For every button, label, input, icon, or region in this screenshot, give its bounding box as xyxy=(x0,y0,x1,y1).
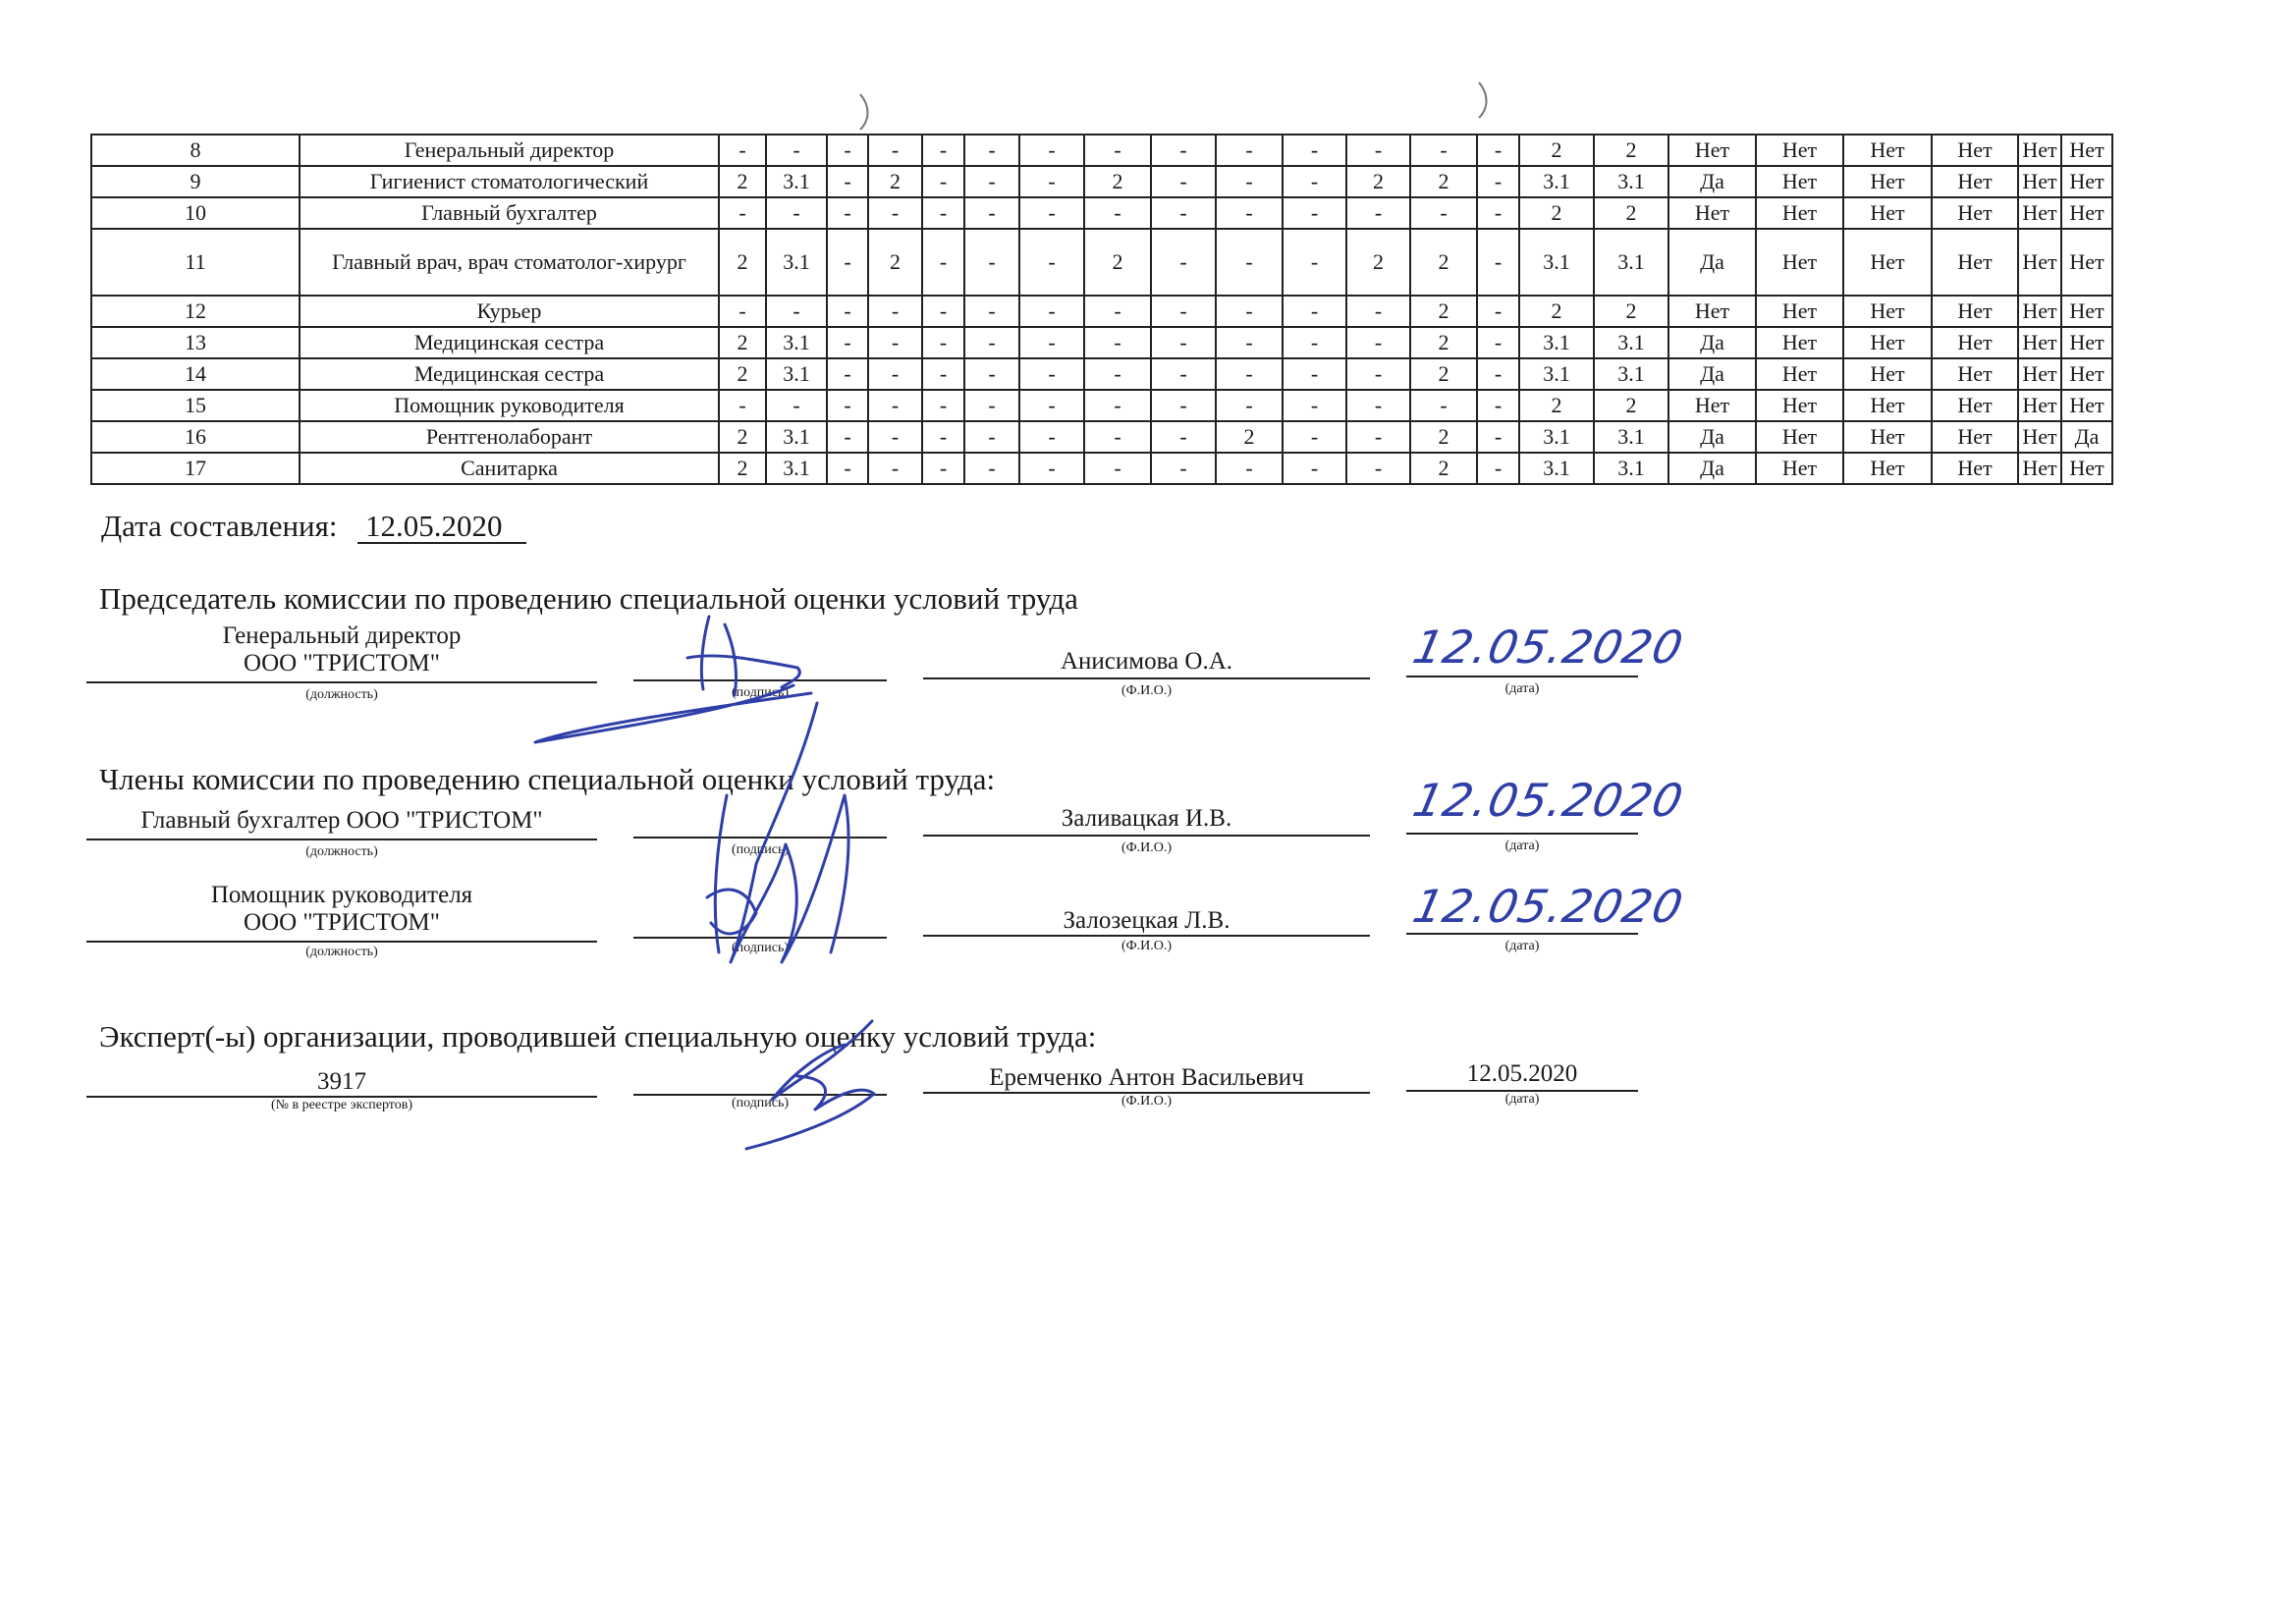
table-cell: Нет xyxy=(2061,135,2112,166)
table-cell: - xyxy=(1151,327,1216,358)
table-cell: Да xyxy=(1668,327,1756,358)
table-cell: 2 xyxy=(1410,358,1477,390)
member2-position-line1: Помощник руководителя xyxy=(210,882,473,908)
table-cell: - xyxy=(1283,166,1346,197)
table-cell: - xyxy=(1019,135,1084,166)
scan-bracket-left-icon xyxy=(854,90,878,134)
job-title: Главный врач, врач стоматолог-хирург xyxy=(300,229,719,296)
table-cell: 2 xyxy=(1594,390,1668,421)
table-cell: - xyxy=(1216,327,1283,358)
table-cell: - xyxy=(922,229,964,296)
table-cell: Нет xyxy=(2061,229,2112,296)
chair-position-line1: Генеральный директор xyxy=(222,622,462,649)
table-cell: 2 xyxy=(1410,229,1477,296)
member1-position-caption: (должность) xyxy=(305,844,378,859)
table-cell: - xyxy=(719,390,766,421)
table-cell: - xyxy=(1216,453,1283,484)
table-cell: Да xyxy=(1668,453,1756,484)
table-cell: Нет xyxy=(1932,166,2018,197)
table-cell: Нет xyxy=(1843,327,1932,358)
table-cell: 2 xyxy=(1594,296,1668,327)
row-number: 8 xyxy=(91,135,300,166)
table-cell: 3.1 xyxy=(1594,453,1668,484)
table-cell: - xyxy=(1283,197,1346,229)
table-cell: - xyxy=(719,296,766,327)
table-cell: 2 xyxy=(1346,166,1410,197)
table-cell: - xyxy=(1283,327,1346,358)
table-cell: - xyxy=(1346,453,1410,484)
member2-name: Залозецкая Л.В. xyxy=(1063,907,1230,934)
expert-heading: Эксперт(-ы) организации, проводившей специальную оценку условий труда: xyxy=(99,1019,1097,1054)
table-cell: - xyxy=(1216,229,1283,296)
table-cell: 2 xyxy=(1410,327,1477,358)
table-cell: Нет xyxy=(1756,390,1843,421)
table-cell: - xyxy=(1346,296,1410,327)
table-cell: - xyxy=(964,390,1019,421)
table-cell: - xyxy=(719,197,766,229)
members-heading: Члены комиссии по проведению специальной оценки условий труда: xyxy=(99,762,996,796)
table-cell: Да xyxy=(1668,166,1756,197)
table-cell: - xyxy=(1151,453,1216,484)
table-cell: - xyxy=(827,135,868,166)
table-cell: - xyxy=(868,358,922,390)
table-cell: Нет xyxy=(1932,197,2018,229)
table-cell: - xyxy=(1410,390,1477,421)
member1-name: Заливацкая И.В. xyxy=(1061,805,1232,832)
table-cell: - xyxy=(1477,229,1519,296)
table-cell: - xyxy=(1019,166,1084,197)
table-cell: - xyxy=(868,421,922,453)
table-cell: 2 xyxy=(868,166,922,197)
table-cell: - xyxy=(868,453,922,484)
compiled-label: Дата составления: xyxy=(101,509,338,543)
table-cell: 3.1 xyxy=(766,229,827,296)
table-cell: 3.1 xyxy=(1519,229,1594,296)
table-cell: - xyxy=(1283,229,1346,296)
table-cell: - xyxy=(1019,358,1084,390)
table-cell: - xyxy=(964,453,1019,484)
chair-handwritten-date: 12.05.2020 xyxy=(1408,621,1689,674)
table-cell: - xyxy=(1084,421,1151,453)
table-cell: 2 xyxy=(719,358,766,390)
table-cell: - xyxy=(827,166,868,197)
compiled-date: 12.05.2020 xyxy=(365,509,503,543)
table-cell: 3.1 xyxy=(766,421,827,453)
table-cell: Нет xyxy=(2018,135,2061,166)
table-cell: - xyxy=(1346,390,1410,421)
table-cell: Нет xyxy=(1843,358,1932,390)
table-cell: - xyxy=(1084,390,1151,421)
table-cell: - xyxy=(922,197,964,229)
table-cell: Нет xyxy=(2061,296,2112,327)
table-cell: 2 xyxy=(1594,197,1668,229)
table-cell: 2 xyxy=(1084,229,1151,296)
table-cell: Нет xyxy=(1932,453,2018,484)
table-cell: - xyxy=(964,166,1019,197)
table-cell: 3.1 xyxy=(1519,421,1594,453)
table-cell: 3.1 xyxy=(1519,453,1594,484)
table-cell: 2 xyxy=(1410,453,1477,484)
table-cell: Нет xyxy=(1756,296,1843,327)
expert-signature-icon xyxy=(746,1021,874,1149)
table-cell: Нет xyxy=(2061,327,2112,358)
table-cell: - xyxy=(1346,358,1410,390)
member1-signature-caption: (подпись) xyxy=(731,842,790,857)
row-number: 17 xyxy=(91,453,300,484)
table-cell: - xyxy=(1216,135,1283,166)
table-cell: Нет xyxy=(1843,229,1932,296)
table-cell: 3.1 xyxy=(1594,166,1668,197)
table-cell: - xyxy=(1477,453,1519,484)
table-cell: - xyxy=(964,197,1019,229)
table-cell: Нет xyxy=(1932,135,2018,166)
table-cell: - xyxy=(964,327,1019,358)
table-cell: - xyxy=(827,229,868,296)
table-cell: - xyxy=(868,390,922,421)
table-cell: Нет xyxy=(1932,229,2018,296)
table-cell: Нет xyxy=(1843,421,1932,453)
table-cell: - xyxy=(766,197,827,229)
table-cell: - xyxy=(1346,197,1410,229)
chair-position-caption: (должность) xyxy=(305,687,378,702)
table-cell: - xyxy=(868,296,922,327)
table-cell: - xyxy=(1151,229,1216,296)
member1-position: Главный бухгалтер ООО "ТРИСТОМ" xyxy=(140,807,543,834)
table-cell: - xyxy=(1477,197,1519,229)
table-cell: - xyxy=(1346,135,1410,166)
table-cell: Нет xyxy=(1668,390,1756,421)
table-cell: - xyxy=(1410,197,1477,229)
table-cell: 3.1 xyxy=(1519,358,1594,390)
table-cell: Нет xyxy=(2018,296,2061,327)
chair-heading: Председатель комиссии по проведению специальной оценки условий труда xyxy=(99,581,1078,616)
table-cell: - xyxy=(766,390,827,421)
table-cell: Нет xyxy=(2061,197,2112,229)
table-cell: - xyxy=(1019,327,1084,358)
table-cell: - xyxy=(964,135,1019,166)
scan-bracket-right-icon xyxy=(1473,79,1497,122)
row-number: 16 xyxy=(91,421,300,453)
job-title: Санитарка xyxy=(300,453,719,484)
table-cell: Нет xyxy=(1756,135,1843,166)
table-cell: - xyxy=(1283,135,1346,166)
table-cell: - xyxy=(1410,135,1477,166)
table-cell: Да xyxy=(2061,421,2112,453)
member2-handwritten-date: 12.05.2020 xyxy=(1408,880,1689,933)
table-cell: 2 xyxy=(1594,135,1668,166)
table-cell: - xyxy=(868,327,922,358)
table-cell: Нет xyxy=(1756,197,1843,229)
table-cell: - xyxy=(1151,296,1216,327)
member1-name-caption: (Ф.И.О.) xyxy=(1121,840,1173,855)
table-cell: 2 xyxy=(719,327,766,358)
table-cell: 3.1 xyxy=(766,453,827,484)
table-cell: - xyxy=(1283,453,1346,484)
table-cell: Нет xyxy=(1932,327,2018,358)
table-cell: Нет xyxy=(1756,229,1843,296)
table-cell: - xyxy=(1084,135,1151,166)
table-cell: - xyxy=(1216,296,1283,327)
table-cell: - xyxy=(1084,197,1151,229)
table-cell: - xyxy=(827,421,868,453)
table-cell: 3.1 xyxy=(766,327,827,358)
table-cell: Нет xyxy=(1843,390,1932,421)
table-cell: Да xyxy=(1668,421,1756,453)
table-cell: Нет xyxy=(2018,327,2061,358)
table-cell: - xyxy=(964,358,1019,390)
chair-signature-caption: (подпись) xyxy=(731,685,790,700)
member1-handwritten-date: 12.05.2020 xyxy=(1408,774,1689,827)
table-cell: 3.1 xyxy=(1594,229,1668,296)
table-cell: 2 xyxy=(719,421,766,453)
table-cell: 2 xyxy=(719,229,766,296)
table-cell: Нет xyxy=(1756,327,1843,358)
table-cell: 2 xyxy=(1519,296,1594,327)
table-cell: - xyxy=(868,197,922,229)
job-title: Рентгенолаборант xyxy=(300,421,719,453)
table-cell: Нет xyxy=(2018,358,2061,390)
table-cell: - xyxy=(1151,135,1216,166)
table-cell: 3.1 xyxy=(766,166,827,197)
row-number: 11 xyxy=(91,229,300,296)
table-cell: Нет xyxy=(2018,197,2061,229)
job-title: Медицинская сестра xyxy=(300,327,719,358)
table-cell: 2 xyxy=(1346,229,1410,296)
expert-name-caption: (Ф.И.О.) xyxy=(1121,1094,1173,1109)
chair-position-line2: ООО "ТРИСТОМ" xyxy=(244,650,440,676)
expert-signature-caption: (подпись) xyxy=(731,1096,790,1110)
job-title: Помощник руководителя xyxy=(300,390,719,421)
table-cell: Нет xyxy=(1932,296,2018,327)
table-cell: - xyxy=(1477,358,1519,390)
member1-date-caption: (дата) xyxy=(1504,839,1540,853)
table-cell: Нет xyxy=(1843,166,1932,197)
table-cell: - xyxy=(922,453,964,484)
table-cell: Нет xyxy=(1932,421,2018,453)
member2-position-line2: ООО "ТРИСТОМ" xyxy=(244,909,440,936)
table-cell: 2 xyxy=(1519,197,1594,229)
chair-name: Анисимова О.А. xyxy=(1060,648,1233,675)
table-cell: Нет xyxy=(2061,166,2112,197)
table-cell: Нет xyxy=(1668,296,1756,327)
table-cell: Да xyxy=(1668,229,1756,296)
table-cell: - xyxy=(922,421,964,453)
table-cell: - xyxy=(1477,135,1519,166)
table-cell: 3.1 xyxy=(1594,421,1668,453)
table-cell: - xyxy=(1151,197,1216,229)
table-cell: Нет xyxy=(1843,453,1932,484)
table-cell: - xyxy=(1084,327,1151,358)
table-cell: - xyxy=(1216,197,1283,229)
table-cell: - xyxy=(1283,421,1346,453)
members-signature-icon xyxy=(707,703,848,962)
table-cell: Нет xyxy=(2018,390,2061,421)
table-cell: Нет xyxy=(1756,166,1843,197)
member2-signature-caption: (подпись) xyxy=(731,941,790,955)
table-cell: - xyxy=(1019,229,1084,296)
table-cell: - xyxy=(766,296,827,327)
row-number: 9 xyxy=(91,166,300,197)
table-cell: - xyxy=(1216,166,1283,197)
table-cell: - xyxy=(1019,453,1084,484)
table-cell: - xyxy=(827,296,868,327)
table-cell: - xyxy=(827,453,868,484)
table-cell: - xyxy=(1151,390,1216,421)
table-cell: - xyxy=(1283,390,1346,421)
table-cell: - xyxy=(1151,358,1216,390)
table-cell: - xyxy=(1477,390,1519,421)
table-cell: Нет xyxy=(2061,358,2112,390)
expert-registry: 3917 xyxy=(317,1068,366,1095)
table-cell: Нет xyxy=(2018,421,2061,453)
table-cell: 2 xyxy=(1410,296,1477,327)
expert-name: Еремченко Антон Васильевич xyxy=(989,1064,1304,1091)
job-title: Курьер xyxy=(300,296,719,327)
table-cell: - xyxy=(964,296,1019,327)
table-cell: Нет xyxy=(2018,453,2061,484)
member2-date-caption: (дата) xyxy=(1504,939,1540,953)
table-cell: - xyxy=(964,229,1019,296)
table-cell: - xyxy=(1283,296,1346,327)
table-cell: Нет xyxy=(1756,453,1843,484)
job-title: Главный бухгалтер xyxy=(300,197,719,229)
table-cell: - xyxy=(1084,296,1151,327)
table-cell: - xyxy=(922,166,964,197)
table-cell: - xyxy=(922,135,964,166)
table-cell: 3.1 xyxy=(1594,358,1668,390)
table-cell: 3.1 xyxy=(1519,327,1594,358)
table-cell: Нет xyxy=(1843,296,1932,327)
table-cell: 3.1 xyxy=(1594,327,1668,358)
row-number: 12 xyxy=(91,296,300,327)
table-cell: Нет xyxy=(1668,135,1756,166)
table-cell: - xyxy=(922,358,964,390)
table-cell: - xyxy=(1477,166,1519,197)
row-number: 14 xyxy=(91,358,300,390)
chair-signature-icon xyxy=(535,617,811,742)
table-cell: Нет xyxy=(2061,453,2112,484)
job-title: Генеральный директор xyxy=(300,135,719,166)
table-cell: - xyxy=(1477,421,1519,453)
table-cell: - xyxy=(1151,166,1216,197)
table-cell: Нет xyxy=(1843,197,1932,229)
table-cell: - xyxy=(827,390,868,421)
table-cell: Да xyxy=(1668,358,1756,390)
table-cell: 2 xyxy=(1519,390,1594,421)
table-cell: - xyxy=(1019,390,1084,421)
table-cell: - xyxy=(827,358,868,390)
table-cell: 2 xyxy=(1410,166,1477,197)
job-title: Медицинская сестра xyxy=(300,358,719,390)
table-cell: 3.1 xyxy=(1519,166,1594,197)
table-cell: Нет xyxy=(2018,166,2061,197)
chair-name-caption: (Ф.И.О.) xyxy=(1121,683,1173,698)
table-cell: - xyxy=(1477,327,1519,358)
table-cell: 2 xyxy=(1410,421,1477,453)
table-cell: 2 xyxy=(868,229,922,296)
table-cell: - xyxy=(922,296,964,327)
member2-name-caption: (Ф.И.О.) xyxy=(1121,939,1173,953)
table-cell: - xyxy=(1346,327,1410,358)
table-cell: - xyxy=(719,135,766,166)
table-cell: - xyxy=(1019,197,1084,229)
table-cell: Нет xyxy=(2018,229,2061,296)
table-cell: 2 xyxy=(719,453,766,484)
table-cell: - xyxy=(868,135,922,166)
row-number: 10 xyxy=(91,197,300,229)
table-cell: - xyxy=(1216,358,1283,390)
job-title: Гигиенист стоматологический xyxy=(300,166,719,197)
table-cell: - xyxy=(1477,296,1519,327)
table-cell: - xyxy=(1346,421,1410,453)
table-cell: - xyxy=(1019,421,1084,453)
table-cell: Нет xyxy=(1756,421,1843,453)
expert-registry-caption: (№ в реестре экспертов) xyxy=(270,1098,413,1112)
table-cell: - xyxy=(1283,358,1346,390)
table-cell: Нет xyxy=(1932,390,2018,421)
member2-position-caption: (должность) xyxy=(305,945,378,959)
table-cell: - xyxy=(827,327,868,358)
table-cell: 2 xyxy=(1519,135,1594,166)
table-cell: Нет xyxy=(1843,135,1932,166)
chair-date-caption: (дата) xyxy=(1504,681,1540,696)
table-cell: - xyxy=(1216,390,1283,421)
table-cell: 2 xyxy=(719,166,766,197)
table-cell: - xyxy=(1084,358,1151,390)
table-cell: 2 xyxy=(1084,166,1151,197)
table-cell: Нет xyxy=(2061,390,2112,421)
table-cell: Нет xyxy=(1932,358,2018,390)
table-cell: - xyxy=(1084,453,1151,484)
table-cell: 2 xyxy=(1216,421,1283,453)
table-cell: - xyxy=(964,421,1019,453)
row-number: 15 xyxy=(91,390,300,421)
expert-date: 12.05.2020 xyxy=(1466,1060,1578,1087)
table-cell: - xyxy=(1151,421,1216,453)
table-cell: - xyxy=(827,197,868,229)
expert-date-caption: (дата) xyxy=(1504,1092,1540,1107)
table-cell: - xyxy=(766,135,827,166)
table-cell: - xyxy=(922,327,964,358)
table-cell: Нет xyxy=(1668,197,1756,229)
table-cell: - xyxy=(922,390,964,421)
row-number: 13 xyxy=(91,327,300,358)
table-cell: Нет xyxy=(1756,358,1843,390)
table-cell: 3.1 xyxy=(766,358,827,390)
table-cell: - xyxy=(1019,296,1084,327)
